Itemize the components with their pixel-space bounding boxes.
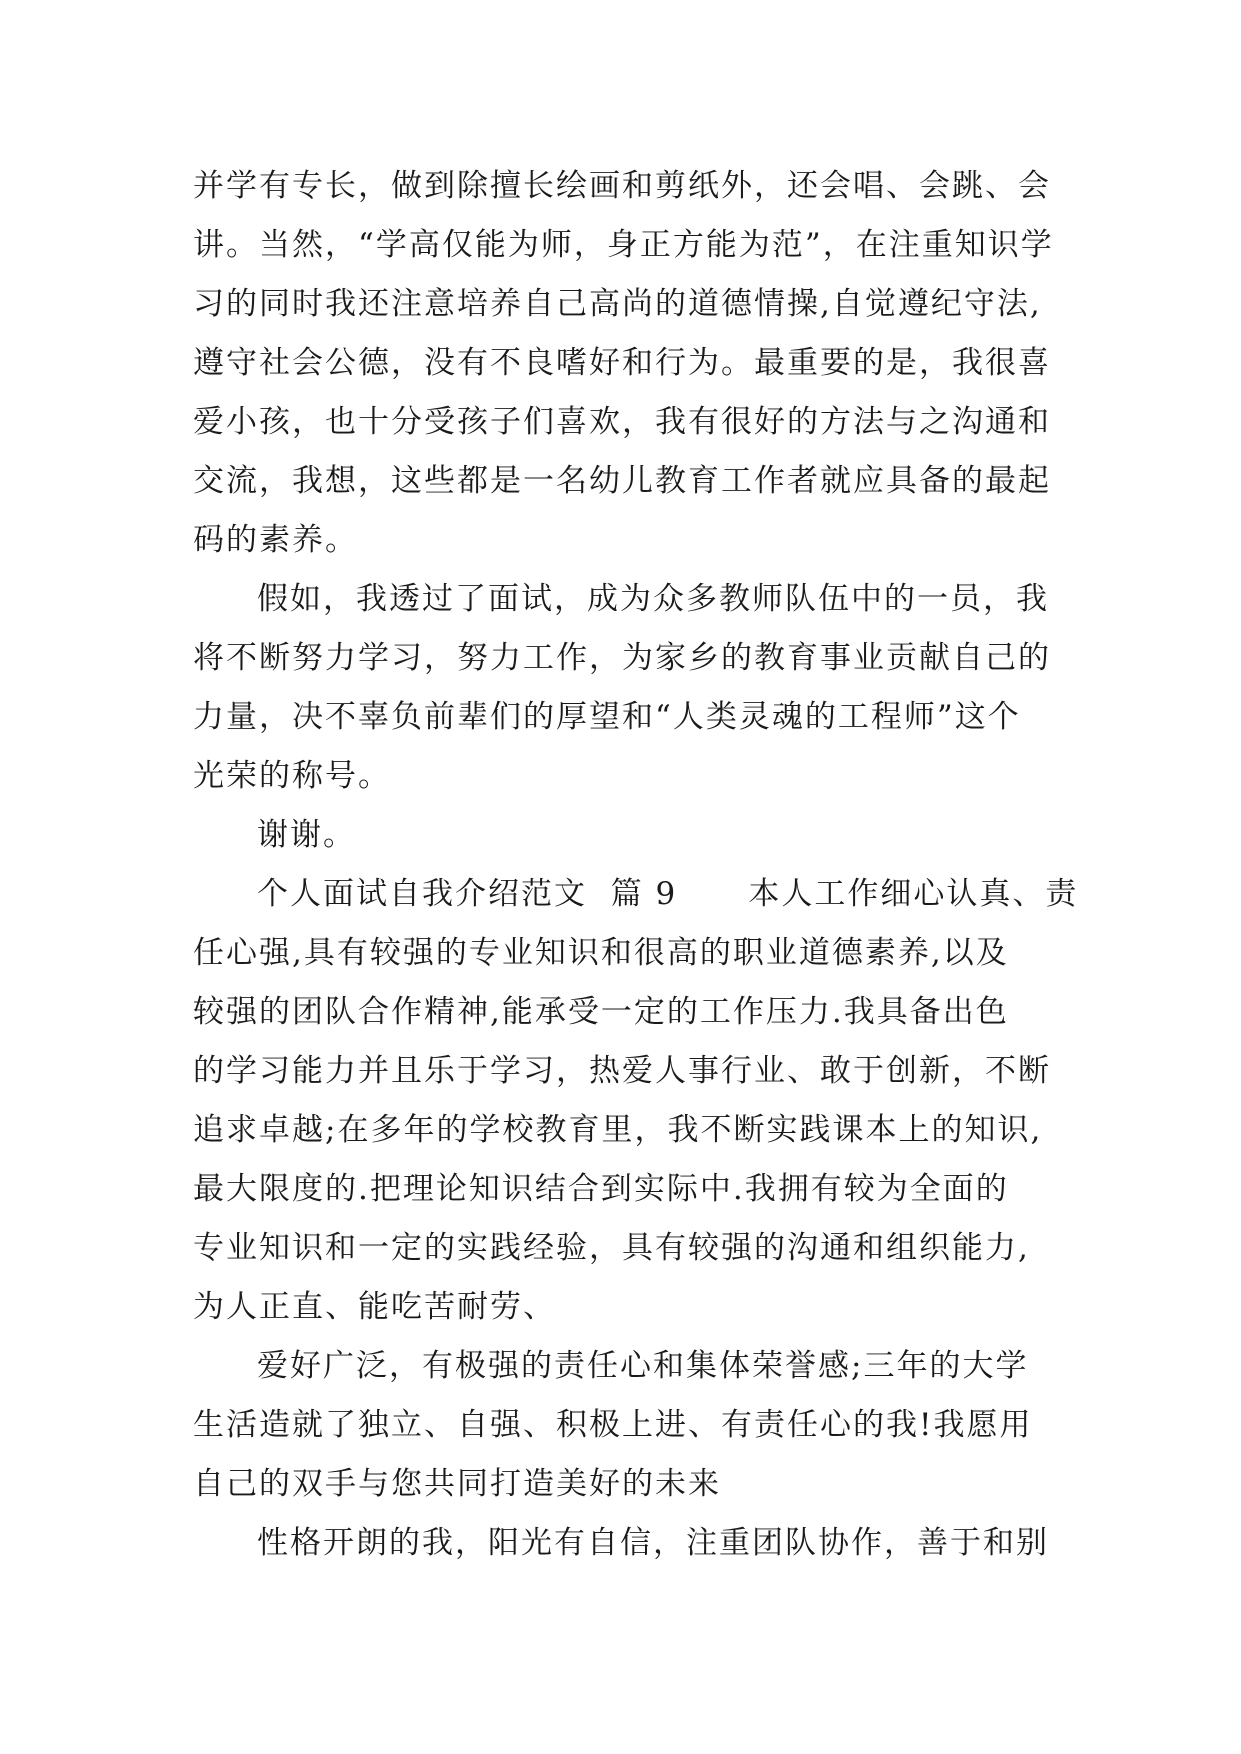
text-line: 较强的团队合作精神,能承受一定的工作压力.我具备出色	[193, 994, 1009, 1030]
text-line: 习的同时我还注意培养自己高尚的道德情操,自觉遵纪守法,	[193, 286, 1042, 322]
text-line: 爱小孩，也十分受孩子们喜欢，我有很好的方法与之沟通和	[193, 404, 1051, 440]
text-line: 专业知识和一定的实践经验，具有较强的沟通和组织能力,	[193, 1230, 1030, 1266]
text-line: 自己的双手与您共同打造美好的未来	[193, 1466, 721, 1502]
text-line: 谢谢。	[257, 817, 356, 853]
text-line: 的学习能力并且乐于学习，热爱人事行业、敢于创新，不断	[193, 1053, 1051, 1089]
text-line: 个人面试自我介绍范文 篇 9 本人工作细心认真、责	[257, 876, 1079, 912]
text-line: 将不断努力学习，努力工作，为家乡的教育事业贡献自己的	[193, 640, 1051, 676]
text-line: 追求卓越;在多年的学校教育里，我不断实践课本上的知识,	[193, 1112, 1043, 1148]
text-line: 力量，决不辜负前辈们的厚望和“人类灵魂的工程师”这个	[193, 699, 1021, 735]
text-line: 交流，我想，这些都是一名幼儿教育工作者就应具备的最起	[193, 463, 1051, 499]
text-line: 假如，我透过了面试，成为众多教师队伍中的一员，我	[257, 581, 1049, 617]
text-line: 性格开朗的我，阳光有自信，注重团队协作，善于和别	[257, 1525, 1049, 1561]
text-line: 遵守社会公德，没有不良嗜好和行为。最重要的是，我很喜	[193, 345, 1051, 381]
text-line: 最大限度的.把理论知识结合到实际中.我拥有较为全面的	[193, 1171, 1009, 1207]
text-line: 生活造就了独立、自强、积极上进、有责任心的我!我愿用	[193, 1407, 1033, 1443]
text-line: 光荣的称号。	[193, 758, 391, 794]
text-line: 为人正直、能吃苦耐劳、	[193, 1289, 556, 1325]
text-line: 并学有专长，做到除擅长绘画和剪纸外，还会唱、会跳、会	[193, 168, 1051, 204]
text-line: 码的素养。	[193, 522, 358, 558]
text-line: 任心强,具有较强的专业知识和很高的职业道德素养,以及	[193, 935, 1009, 971]
text-line: 爱好广泛，有极强的责任心和集体荣誉感;三年的大学	[257, 1348, 1029, 1384]
text-line: 讲。当然，“学高仅能为师，身正方能为范”，在注重知识学	[193, 227, 1054, 263]
